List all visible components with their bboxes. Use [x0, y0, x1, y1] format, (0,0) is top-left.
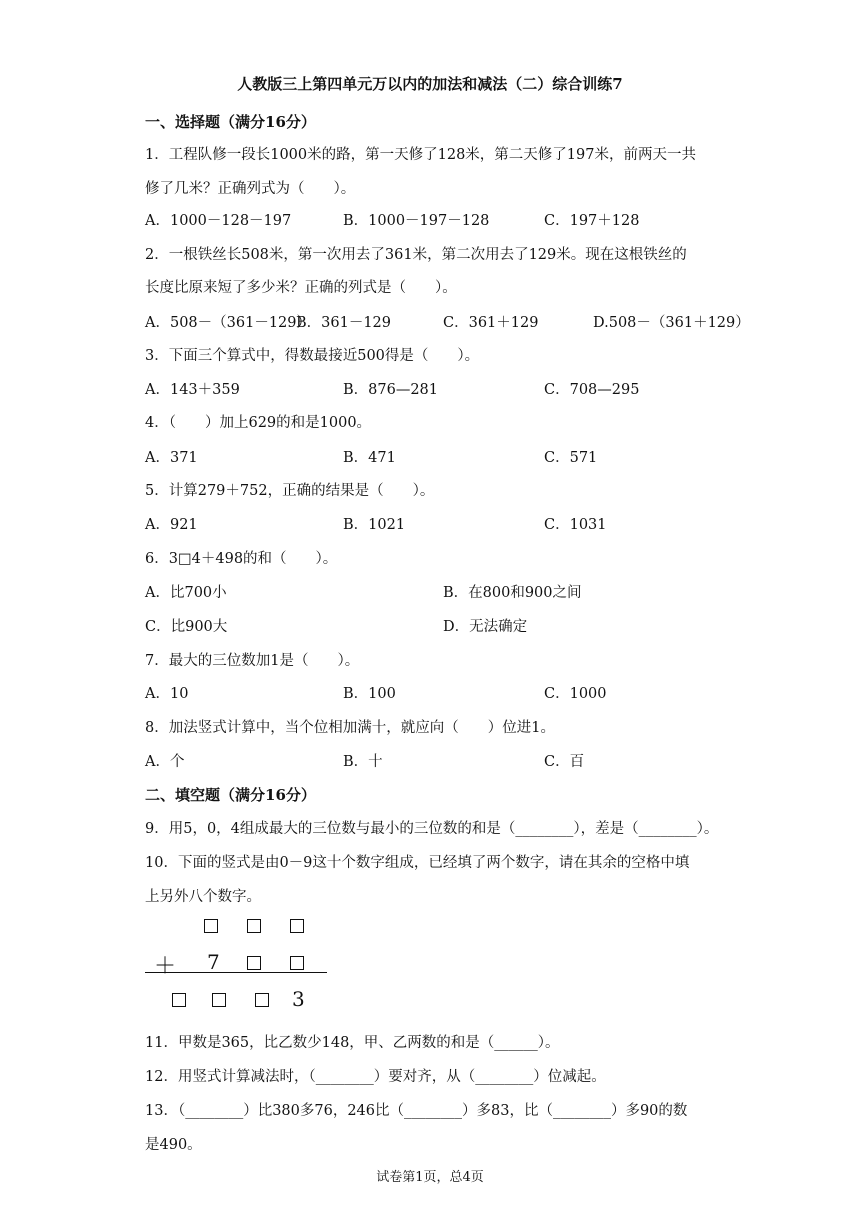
question-3-option-c[interactable]: C．708—295: [544, 382, 640, 398]
question-5-option-b[interactable]: B．1021: [343, 517, 406, 533]
question-12-text[interactable]: 12．用竖式计算减法时，（________）要对齐，从（________）位减起。: [145, 1069, 606, 1085]
question-2-text: 2．一根铁丝长508米，第一次用去了361米，第二次用去了129米。现在这根铁丝的: [145, 247, 687, 263]
question-7-option-b[interactable]: B．100: [343, 686, 396, 702]
question-7-text: 7．最大的三位数加1是（ ）。: [145, 653, 360, 669]
sum-line: [145, 972, 327, 973]
question-8-option-c[interactable]: C．百: [544, 754, 585, 770]
question-5-option-a[interactable]: A．921: [145, 517, 198, 533]
question-4-option-c[interactable]: C．571: [544, 450, 598, 466]
question-11-text[interactable]: 11．甲数是365，比乙数少148，甲、乙两数的和是（______）。: [145, 1035, 560, 1051]
question-1-text-cont: 修了几米？正确列式为（ ）。: [145, 181, 356, 197]
question-4-text: 4．（ ）加上629的和是1000。: [145, 415, 372, 431]
digit-box[interactable]: [255, 993, 269, 1007]
page-title: 人教版三上第四单元万以内的加法和减法（二）综合训练7: [237, 75, 623, 93]
plus-sign: ＋: [154, 954, 177, 979]
question-1-option-b[interactable]: B．1000－197－128: [343, 213, 490, 229]
question-3-text: 3．下面三个算式中，得数最接近500得是（ ）。: [145, 348, 480, 364]
digit-box[interactable]: [212, 993, 226, 1007]
question-6-option-b[interactable]: B．在800和900之间: [443, 585, 582, 601]
question-8-text: 8．加法竖式计算中，当个位相加满十，就应向（ ）位进1。: [145, 720, 555, 736]
given-digit-seven: 7: [207, 950, 220, 974]
given-digit-three: 3: [292, 987, 305, 1011]
question-1-option-a[interactable]: A．1000－128－197: [145, 213, 292, 229]
question-8-option-a[interactable]: A．个: [145, 754, 185, 770]
section-heading-choice: 一、选择题（满分16分）: [145, 113, 316, 131]
question-2-option-d[interactable]: D.508－（361＋129）: [593, 315, 750, 331]
page-footer: 试卷第1页，总4页: [376, 1170, 484, 1185]
question-13-text-cont: 是490。: [145, 1137, 202, 1153]
question-5-option-c[interactable]: C．1031: [544, 517, 607, 533]
question-6-option-d[interactable]: D．无法确定: [443, 619, 528, 635]
question-2-text-cont: 长度比原来短了多少米？正确的列式是（ ）。: [145, 280, 457, 296]
question-6-option-a[interactable]: A．比700小: [145, 585, 227, 601]
question-3-option-a[interactable]: A．143＋359: [145, 382, 240, 398]
digit-box[interactable]: [247, 919, 261, 933]
question-5-text: 5．计算279＋752，正确的结果是（ ）。: [145, 483, 435, 499]
digit-box[interactable]: [247, 956, 261, 970]
digit-box[interactable]: [290, 956, 304, 970]
digit-box[interactable]: [204, 919, 218, 933]
question-6-option-c[interactable]: C．比900大: [145, 619, 228, 635]
section-heading-fill: 二、填空题（满分16分）: [145, 786, 316, 804]
question-4-option-b[interactable]: B．471: [343, 450, 396, 466]
question-1-text: 1．工程队修一段长1000米的路，第一天修了128米，第二天修了197米，前两天一共: [145, 147, 696, 163]
question-7-option-c[interactable]: C．1000: [544, 686, 607, 702]
question-13-text[interactable]: 13．（________）比380多76，246比（________）多83，比（________）多90的数: [145, 1103, 688, 1119]
question-2-option-c[interactable]: C．361＋129: [443, 315, 539, 331]
question-7-option-a[interactable]: A．10: [145, 686, 189, 702]
question-2-option-b[interactable]: B．361－129: [296, 315, 392, 331]
question-10-text: 10．下面的竖式是由0－9这十个数字组成，已经填了两个数字，请在其余的空格中填: [145, 855, 690, 871]
question-3-option-b[interactable]: B．876—281: [343, 382, 439, 398]
question-10-text-cont: 上另外八个数字。: [145, 889, 261, 905]
question-9-text[interactable]: 9．用5，0，4组成最大的三位数与最小的三位数的和是（________），差是（________）。: [145, 821, 719, 837]
digit-box[interactable]: [290, 919, 304, 933]
question-2-option-a[interactable]: A．508－（361－129）: [145, 315, 311, 331]
question-8-option-b[interactable]: B．十: [343, 754, 383, 770]
digit-box[interactable]: [172, 993, 186, 1007]
question-4-option-a[interactable]: A．371: [145, 450, 198, 466]
question-1-option-c[interactable]: C．197＋128: [544, 213, 640, 229]
question-6-text: 6．3□4＋498的和（ ）。: [145, 551, 338, 567]
